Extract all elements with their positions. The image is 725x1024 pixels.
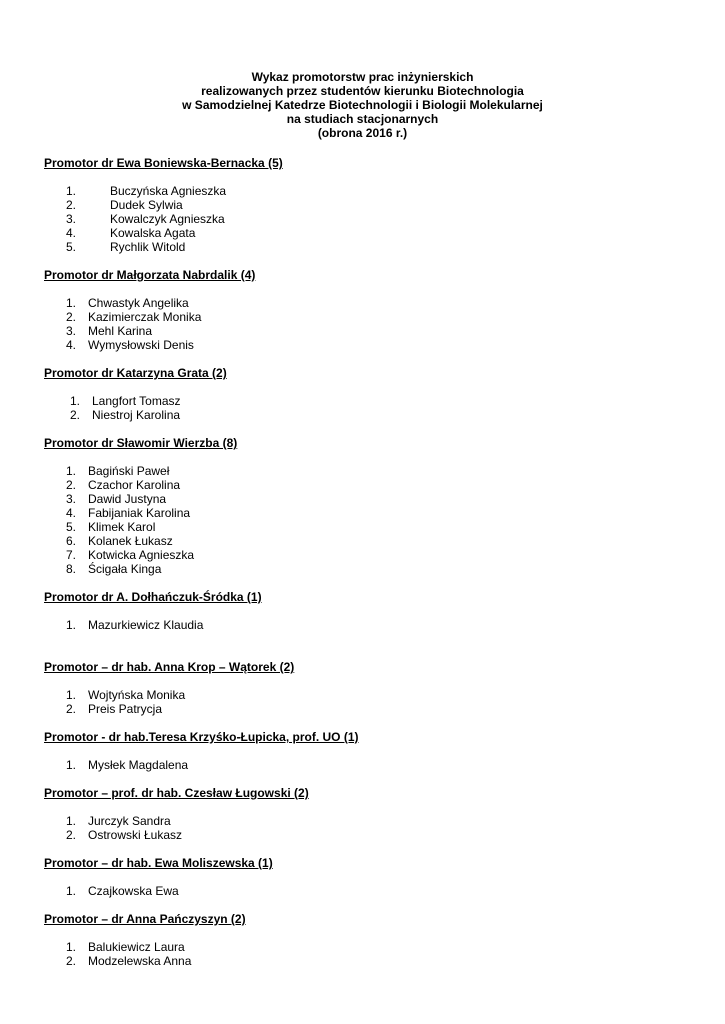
student-name: Dawid Justyna bbox=[88, 492, 167, 506]
student-number: 1. bbox=[66, 814, 77, 828]
title-line: Wykaz promotorstw prac inżynierskich bbox=[251, 70, 474, 84]
student-name: Wymysłowski Denis bbox=[88, 338, 194, 352]
student-name: Balukiewicz Laura bbox=[88, 940, 185, 954]
student-name: Czajkowska Ewa bbox=[88, 884, 179, 898]
supervisor-heading: Promotor dr A. Dołhańczuk-Śródka (1) bbox=[44, 590, 262, 604]
student-name: Niestroj Karolina bbox=[92, 408, 181, 422]
supervisor-heading: Promotor dr Ewa Boniewska-Bernacka (5) bbox=[44, 156, 283, 170]
student-number: 3. bbox=[66, 212, 77, 226]
student-number: 2. bbox=[70, 408, 81, 422]
student-number: 3. bbox=[66, 324, 77, 338]
supervisor-heading: Promotor dr Sławomir Wierzba (8) bbox=[44, 436, 238, 450]
student-number: 2. bbox=[66, 702, 77, 716]
student-name: Fabijaniak Karolina bbox=[88, 506, 191, 520]
student-number: 1. bbox=[66, 884, 77, 898]
supervisor-heading: Promotor – dr hab. Anna Krop – Wątorek (2) bbox=[44, 660, 295, 674]
student-number: 4. bbox=[66, 506, 77, 520]
student-number: 1. bbox=[66, 464, 77, 478]
student-name: Ścigała Kinga bbox=[88, 562, 162, 576]
student-number: 6. bbox=[66, 534, 77, 548]
student-name: Wojtyńska Monika bbox=[88, 688, 186, 702]
student-number: 2. bbox=[66, 198, 77, 212]
document-title bbox=[0, 70, 725, 140]
student-number: 8. bbox=[66, 562, 77, 576]
student-number: 1. bbox=[66, 758, 77, 772]
supervisor-heading: Promotor dr Katarzyna Grata (2) bbox=[44, 366, 227, 380]
student-number: 5. bbox=[66, 520, 77, 534]
student-name: Dudek Sylwia bbox=[110, 198, 183, 212]
student-number: 1. bbox=[66, 940, 77, 954]
student-name: Rychlik Witold bbox=[110, 240, 186, 254]
student-number: 1. bbox=[70, 394, 81, 408]
supervisor-heading: Promotor – prof. dr hab. Czesław Ługowski (2) bbox=[44, 786, 309, 800]
student-name: Ostrowski Łukasz bbox=[88, 828, 183, 842]
student-name: Kotwicka Agnieszka bbox=[88, 548, 195, 562]
student-name: Klimek Karol bbox=[88, 520, 156, 534]
student-number: 1. bbox=[66, 688, 77, 702]
student-name: Kolanek Łukasz bbox=[88, 534, 173, 548]
student-number: 1. bbox=[66, 296, 77, 310]
student-name: Preis Patrycja bbox=[88, 702, 163, 716]
student-number: 4. bbox=[66, 338, 77, 352]
student-number: 1. bbox=[66, 184, 77, 198]
student-name: Buczyńska Agnieszka bbox=[110, 184, 227, 198]
title-line: w Samodzielnej Katedrze Biotechnologii i Biologii Molekularnej bbox=[182, 98, 543, 112]
supervisor-heading: Promotor – dr hab. Ewa Moliszewska (1) bbox=[44, 856, 273, 870]
supervisor-heading: Promotor dr Małgorzata Nabrdalik (4) bbox=[44, 268, 256, 282]
student-name: Mazurkiewicz Klaudia bbox=[88, 618, 204, 632]
student-number: 3. bbox=[66, 492, 77, 506]
student-name: Bagiński Paweł bbox=[88, 464, 170, 478]
supervisor-heading: Promotor – dr Anna Pańczyszyn (2) bbox=[44, 912, 246, 926]
student-name: Jurczyk Sandra bbox=[88, 814, 171, 828]
student-number: 2. bbox=[66, 954, 77, 968]
student-number: 2. bbox=[66, 310, 77, 324]
student-name: Czachor Karolina bbox=[88, 478, 181, 492]
student-number: 1. bbox=[66, 618, 77, 632]
student-name: Chwastyk Angelika bbox=[88, 296, 189, 310]
student-name: Mysłek Magdalena bbox=[88, 758, 189, 772]
title-line: realizowanych przez studentów kierunku Biotechnologia bbox=[201, 84, 524, 98]
student-name: Kazimierczak Monika bbox=[88, 310, 202, 324]
title-line: (obrona 2016 r.) bbox=[317, 126, 408, 140]
student-number: 5. bbox=[66, 240, 77, 254]
student-number: 7. bbox=[66, 548, 77, 562]
student-name: Mehl Karina bbox=[88, 324, 153, 338]
student-number: 2. bbox=[66, 828, 77, 842]
student-name: Kowalczyk Agnieszka bbox=[110, 212, 225, 226]
student-number: 4. bbox=[66, 226, 77, 240]
student-name: Modzelewska Anna bbox=[88, 954, 192, 968]
student-name: Kowalska Agata bbox=[110, 226, 196, 240]
title-line: na studiach stacjonarnych bbox=[286, 112, 439, 126]
student-number: 2. bbox=[66, 478, 77, 492]
supervisor-heading: Promotor - dr hab.Teresa Krzyśko-Łupicka, prof. UO (1) bbox=[44, 730, 359, 744]
student-name: Langfort Tomasz bbox=[92, 394, 181, 408]
